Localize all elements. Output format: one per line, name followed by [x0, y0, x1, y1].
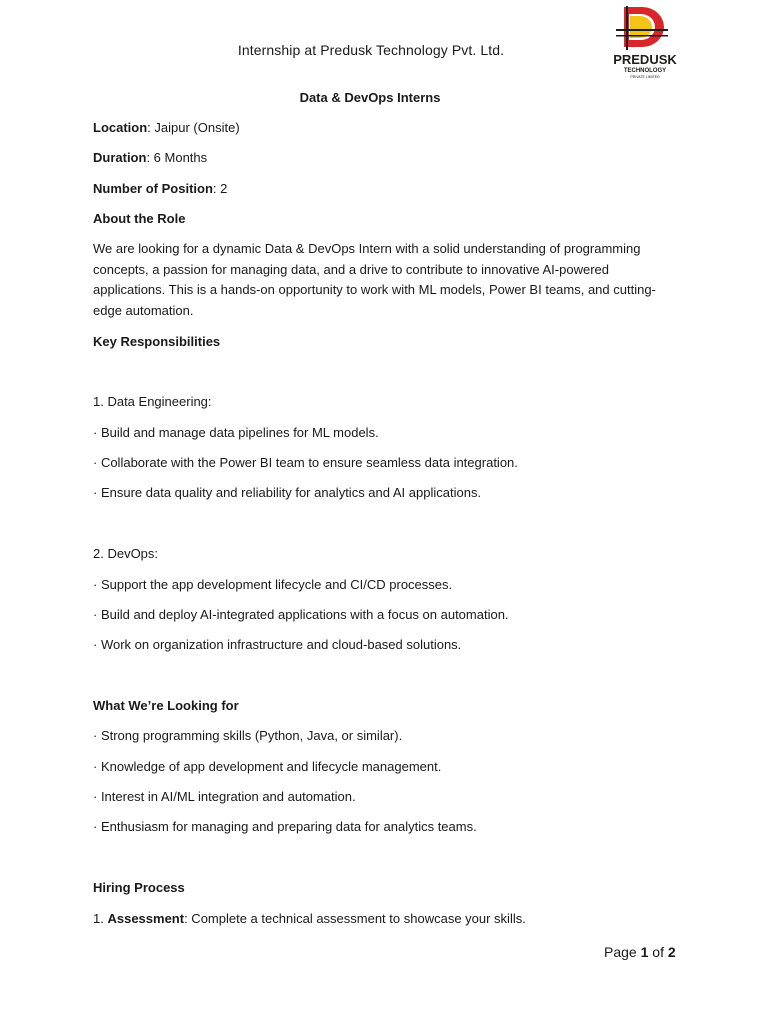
total-pages: 2	[667, 944, 676, 960]
data-engineering-heading: 1. Data Engineering:	[93, 394, 212, 409]
list-item: · Strong programming skills (Python, Java, or similar).	[93, 728, 403, 743]
list-item: · Build and deploy AI-integrated applications with a focus on automation.	[93, 607, 509, 622]
list-item: · Work on organization infrastructure and cloud-based solutions.	[93, 637, 462, 652]
predusk-logo	[612, 4, 678, 80]
logo-subtitle: TECHNOLOGY	[623, 68, 667, 74]
positions-line	[93, 179, 227, 200]
duration-label: Duration	[93, 150, 147, 165]
positions-label: Number of Position	[93, 181, 213, 196]
location-label: Location	[93, 120, 148, 135]
job-title: Data & DevOps Interns	[299, 90, 441, 105]
list-item: · Collaborate with the Power BI team to ensure seamless data integration.	[93, 455, 518, 470]
key-responsibilities-heading: Key Responsibilities	[93, 334, 221, 349]
devops-heading: 2. DevOps:	[93, 546, 159, 561]
of-word: of	[648, 944, 668, 960]
step-text: : Complete a technical assessment to showcase your skills.	[184, 911, 526, 926]
list-item: · Knowledge of app development and lifecycle management.	[93, 759, 442, 774]
list-item: · Build and manage data pipelines for ML models.	[93, 425, 379, 440]
page-word: Page	[604, 944, 641, 960]
about-heading: About the Role	[93, 211, 186, 226]
duration-value: : 6 Months	[146, 150, 208, 165]
hiring-step-assessment	[93, 909, 526, 930]
looking-for-heading: What We’re Looking for	[93, 698, 239, 713]
logo-wordmark: PREDUSK	[613, 52, 677, 67]
step-label: Assessment	[107, 911, 185, 926]
page-number	[604, 944, 676, 960]
location-line	[93, 118, 240, 139]
list-item: · Ensure data quality and reliability for analytics and AI applications.	[93, 485, 482, 500]
list-item: · Enthusiasm for managing and preparing data for analytics teams.	[93, 819, 477, 834]
step-number: 1.	[93, 911, 108, 926]
hiring-process-heading: Hiring Process	[93, 880, 185, 895]
current-page: 1	[640, 944, 649, 960]
page-header: Internship at Predusk Technology Pvt. Ltd.	[237, 42, 505, 58]
positions-value: : 2	[212, 181, 228, 196]
list-item: · Interest in AI/ML integration and automation.	[93, 789, 356, 804]
location-value: : Jaipur (Onsite)	[147, 120, 240, 135]
about-paragraph: We are looking for a dynamic Data & DevOps Intern with a solid understanding of programming concepts, a passion for managing data, and a drive to contribute to innovative AI-powered applications. This is a hands-on opportunity to work with ML models, Power BI teams, and cutting-edge automation.	[93, 241, 656, 318]
duration-line	[93, 148, 207, 169]
list-item: · Support the app development lifecycle and CI/CD processes.	[93, 577, 453, 592]
logo-tagline: PRIVATE LIMITED	[630, 75, 660, 79]
